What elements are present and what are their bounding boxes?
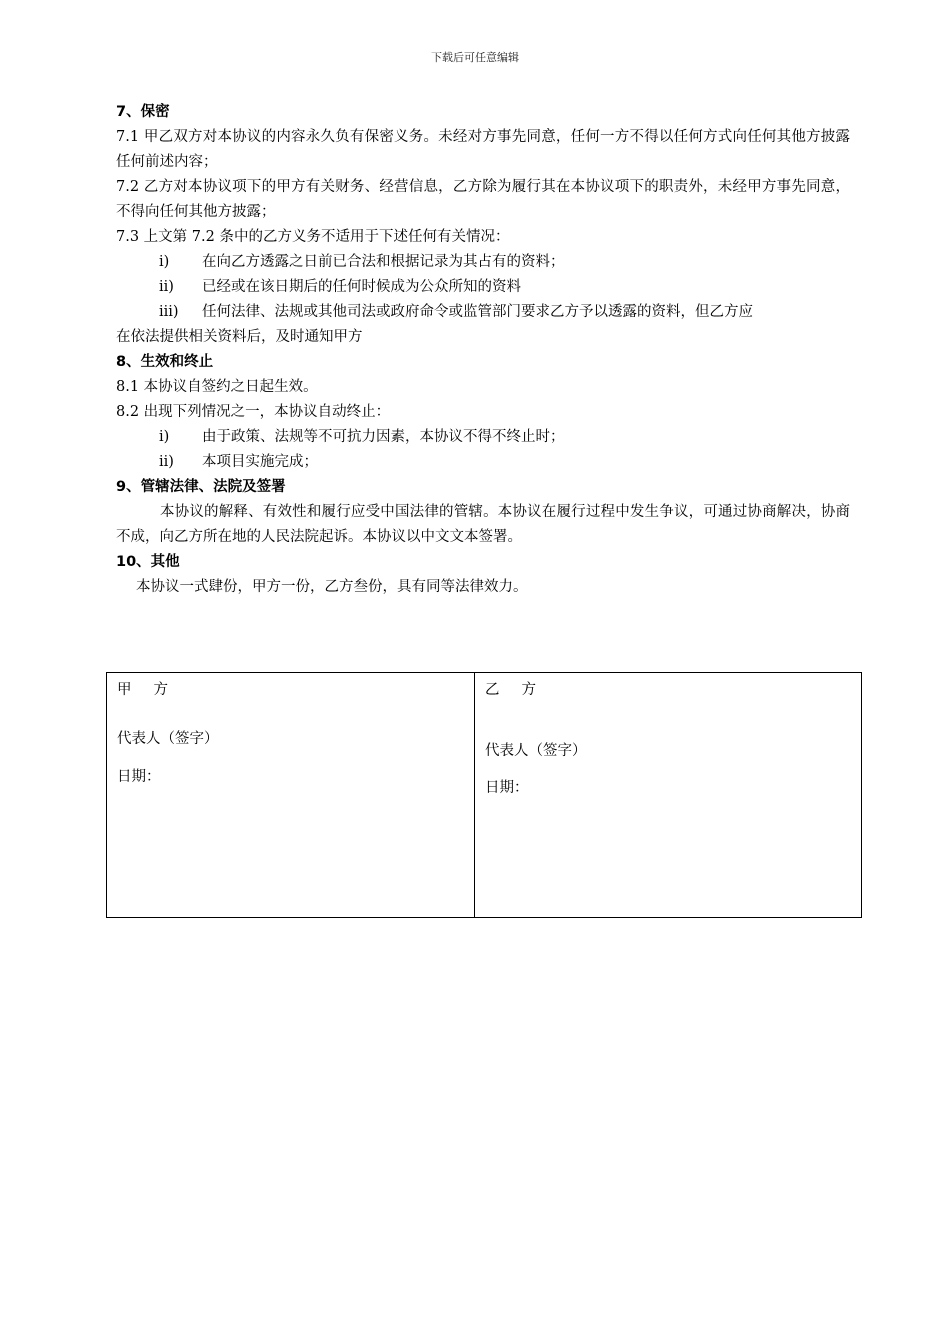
party-b-representative-label: 代表人（签字） [485, 743, 587, 759]
list-marker: ii) [159, 454, 174, 470]
list-item [116, 300, 850, 325]
list-item-text: 本项目实施完成； [202, 454, 318, 470]
list-item-text: 在向乙方透露之日前已合法和根据记录为其占有的资料； [202, 254, 565, 270]
list-marker: i) [159, 429, 170, 445]
list-item-continuation: 在依法提供相关资料后，及时通知甲方 [116, 329, 363, 345]
section-7-heading: 7、保密 [116, 104, 170, 120]
clause-9-body: 本协议的解释、有效性和履行应受中国法律的管辖。本协议在履行过程中发生争议，可通过协商解决，协商不成，向乙方所在地的人民法院起诉。本协议以中文文本签署。 [116, 504, 850, 545]
clause-8-2: 8.2 出现下列情况之一，本协议自动终止： [116, 404, 391, 420]
list-item [116, 450, 850, 475]
party-b-cell [475, 673, 861, 917]
clause-7-1: 7.1 甲乙双方对本协议的内容永久负有保密义务。未经对方事先同意，任何一方不得以任何方式向任何其他方披露任何前述内容； [116, 129, 850, 170]
list-marker: ii) [159, 279, 174, 295]
signature-table [106, 672, 862, 918]
section-10-heading: 10、其他 [116, 554, 180, 570]
party-a-cell [107, 673, 475, 917]
list-item [116, 425, 850, 450]
clause-7-2: 7.2 乙方对本协议项下的甲方有关财务、经营信息，乙方除为履行其在本协议项下的职责外，未经甲方事先同意，不得向任何其他方披露； [116, 179, 850, 220]
agreement-body [116, 100, 850, 600]
list-marker: i) [159, 254, 170, 270]
clause-7-3: 7.3 上文第 7.2 条中的乙方义务不适用于下述任何有关情况： [116, 229, 510, 245]
list-item-text: 任何法律、法规或其他司法或政府命令或监管部门要求乙方予以透露的资料，但乙方应 [202, 304, 753, 320]
list-item [116, 250, 850, 275]
list-item-text: 已经或在该日期后的任何时候成为公众所知的资料 [202, 279, 521, 295]
party-b-date-label: 日期： [485, 780, 529, 796]
party-a-label: 甲方 [117, 682, 190, 698]
section-8-heading: 8、生效和终止 [116, 354, 214, 370]
section-9-heading: 9、管辖法律、法院及签署 [116, 479, 286, 495]
list-item [116, 275, 850, 300]
party-a-date-label: 日期： [117, 769, 161, 785]
clause-10-body: 本协议一式肆份，甲方一份，乙方叁份，具有同等法律效力。 [136, 579, 528, 595]
clause-8-1: 8.1 本协议自签约之日起生效。 [116, 379, 318, 395]
list-marker: iii) [159, 304, 179, 320]
party-b-label: 乙方 [485, 682, 558, 698]
party-a-representative-label: 代表人（签字） [117, 731, 219, 747]
list-item-text: 由于政策、法规等不可抗力因素，本协议不得不终止时； [202, 429, 565, 445]
header-note: 下载后可任意编辑 [431, 51, 519, 64]
